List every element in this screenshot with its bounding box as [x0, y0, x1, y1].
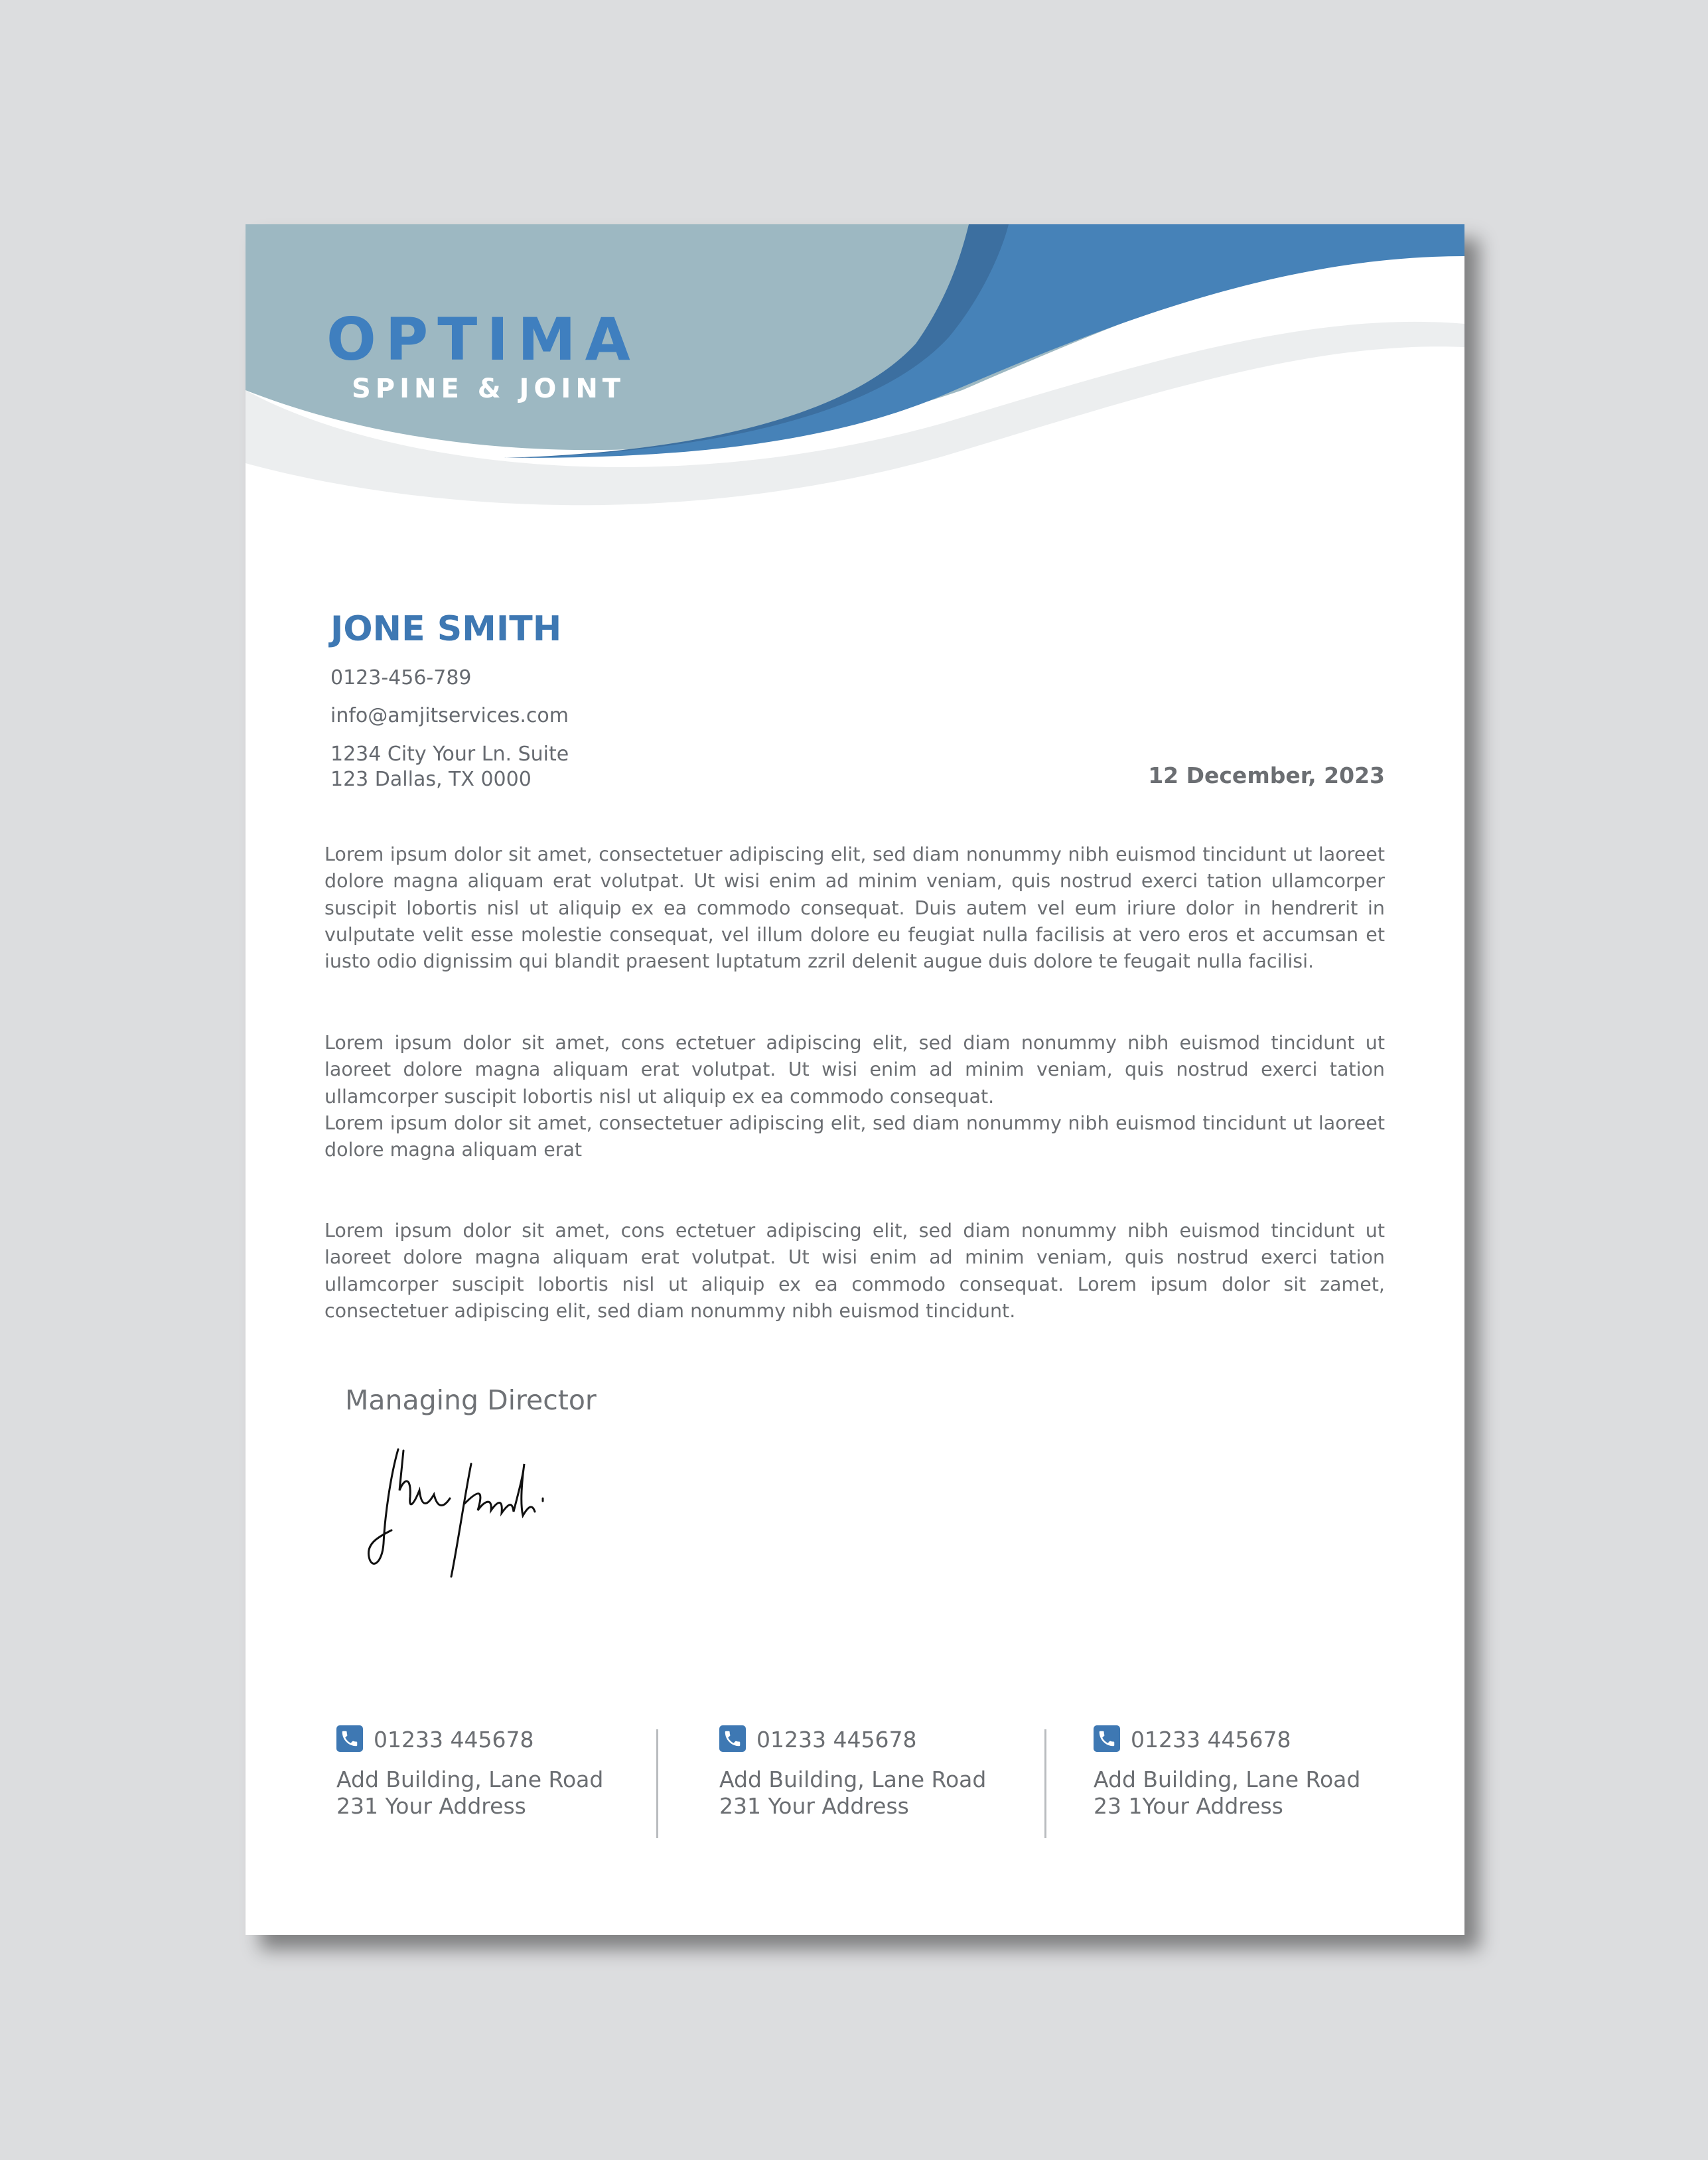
- footer-address-line1: Add Building, Lane Road: [336, 1766, 604, 1792]
- footer-address-line2: 231 Your Address: [719, 1793, 909, 1819]
- footer-contact-3: [1094, 1725, 1399, 1838]
- handwritten-signature: [365, 1437, 591, 1583]
- letter-date: 12 December, 2023: [1148, 762, 1385, 788]
- footer-divider: [1044, 1729, 1046, 1838]
- sender-address-line2: 123 Dallas, TX 0000: [330, 768, 532, 791]
- footer-address-line1: Add Building, Lane Road: [1094, 1766, 1361, 1792]
- sender-email: info@amjitservices.com: [330, 704, 569, 727]
- sender-address-line1: 1234 City Your Ln. Suite: [330, 743, 569, 766]
- phone-icon: [1094, 1725, 1120, 1752]
- footer-address-line1: Add Building, Lane Road: [719, 1766, 987, 1792]
- body-paragraph-1: Lorem ipsum dolor sit amet, consectetuer adipiscing elit, sed diam nonummy nibh euismod tincidunt ut laoreet dolore magna aliquam erat volutpat. Ut wisi enim ad minim veniam, quis nostrud exerci tation ullamcorper suscipit lobortis nisl ut aliquip ex ea commodo consequat. Duis autem vel eum iriure dolor in hendrerit in vulputate velit esse molestie consequat, vel illum dolore eu feugiat nulla facilisis at vero eros et accumsan et iusto odio dignissim qui blandit praesent luptatum zzril delenit augue duis dolore te feugait nulla facilisi.: [324, 843, 1385, 973]
- phone-icon: [719, 1725, 746, 1752]
- body-paragraph-3: Lorem ipsum dolor sit amet, consectetuer adipiscing elit, sed diam nonummy nibh euismod tincidunt ut laoreet dolore magna aliquam erat: [324, 1112, 1385, 1161]
- logo-tagline: SPINE & JOINT: [352, 374, 626, 404]
- footer-phone-number: 01233 445678: [374, 1727, 534, 1753]
- footer-contact-2: [719, 1725, 1025, 1838]
- footer-phone-number: 01233 445678: [756, 1727, 917, 1753]
- company-logo: [326, 305, 658, 404]
- footer-contact-1: [336, 1725, 642, 1838]
- signatory-role: Managing Director: [345, 1384, 597, 1416]
- body-paragraph-2: Lorem ipsum dolor sit amet, cons ectetuer adipiscing elit, sed diam nonummy nibh euismod tincidunt ut laoreet dolore magna aliquam erat volutpat. Ut wisi enim ad minim veniam, quis nostrud exerci tation ullamcorper suscipit lobortis nisl ut aliquip ex ea commodo consequat.: [324, 1032, 1385, 1108]
- sender-name: JONE SMITH: [330, 609, 562, 649]
- footer-divider: [656, 1729, 658, 1838]
- body-paragraph-4: Lorem ipsum dolor sit amet, cons ectetuer adipiscing elit, sed diam nonummy nibh euismod tincidunt ut laoreet dolore magna aliquam erat volutpat. Ut wisi enim ad minim veniam, quis nostrud exerci tation ullamcorper suscipit lobortis nisl ut aliquip ex ea commodo consequat. Lorem ipsum dolor sit zamet, consectetuer adipiscing elit, sed diam nonummy nibh euismod tincidunt.: [324, 1220, 1385, 1322]
- footer-phone-number: 01233 445678: [1131, 1727, 1291, 1753]
- footer-address-line2: 23 1Your Address: [1094, 1793, 1283, 1819]
- phone-icon: [336, 1725, 363, 1752]
- footer-address-line2: 231 Your Address: [336, 1793, 526, 1819]
- logo-wordmark: OPTIMA: [326, 305, 640, 374]
- sender-phone: 0123-456-789: [330, 666, 472, 689]
- letterhead-page: [246, 224, 1464, 1935]
